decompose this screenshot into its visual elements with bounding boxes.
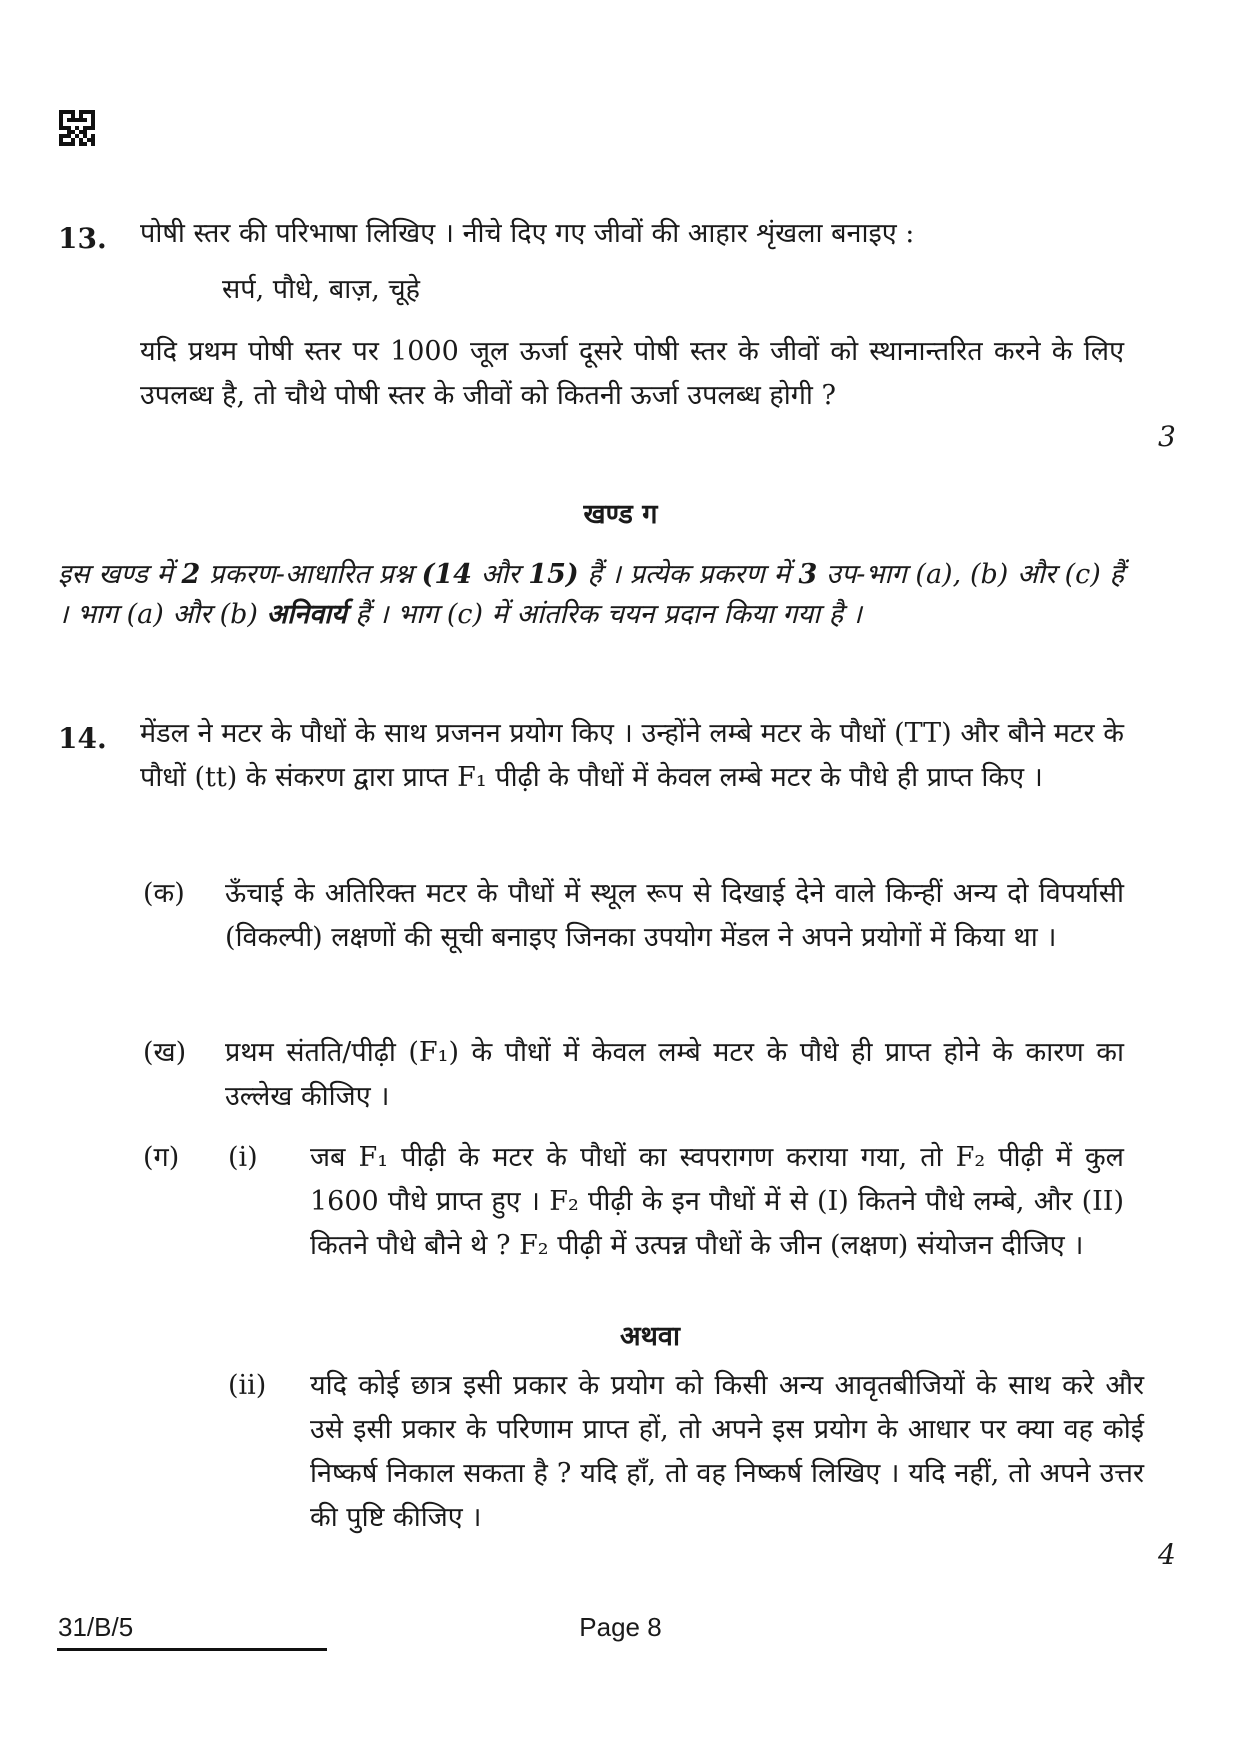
page-number: Page 8 xyxy=(579,1612,662,1642)
section-instructions xyxy=(58,555,1124,635)
question-13-number: 13. xyxy=(58,222,107,255)
question-14-number: 14. xyxy=(58,722,107,755)
section-title: खण्ड ग xyxy=(583,499,658,530)
question-13-line1: पोषी स्तर की परिभाषा लिखिए । नीचे दिए गए जीवों की आहार शृंखला बनाइए : xyxy=(140,218,915,249)
instructions-part1: इस खण्ड में 2 प्रकरण-आधारित प्रश्न (14 और 15) हैं । प्रत्येक प्रकरण में 3 उप-भाग (a), (b) और (c) हैं । भाग (a) और (b) अनिवार्य हैं । भाग (c) में आंतरिक चयन प्रदान किया गया है । xyxy=(58,559,1124,630)
qr-code xyxy=(59,110,95,146)
question-14a-label: (क) xyxy=(143,878,185,909)
question-14c-ii-text: यदि कोई छात्र इसी प्रकार के प्रयोग को किसी अन्य आवृतबीजियों के साथ करे और उसे इसी प्रकार के परिणाम प्राप्त हों, तो अपने इस प्रयोग के आधार पर क्या वह कोई निष्कर्ष निकाल सकता है ? यदि हाँ, तो वह निष्कर्ष लिखिए । यदि नहीं, तो अपने उत्तर की पुष्टि कीजिए । xyxy=(310,1370,1144,1533)
question-14c-i-label: (i) xyxy=(228,1142,258,1173)
question-14-intro: मेंडल ने मटर के पौधों के साथ प्रजनन प्रयोग किए । उन्होंने लम्बे मटर के पौधों (TT) और बौने मटर के पौधों (tt) के संकरण द्वारा प्राप्त F₁ पीढ़ी के पौधों में केवल लम्बे मटर के पौधे ही प्राप्त किए । xyxy=(140,718,1124,793)
question-13-marks: 3 xyxy=(1158,420,1176,453)
question-14-marks: 4 xyxy=(1158,1538,1176,1571)
question-13-organisms: सर्प, पौधे, बाज़, चूहे xyxy=(222,274,420,305)
question-14b-label: (ख) xyxy=(143,1037,187,1068)
question-14a-text: ऊँचाई के अतिरिक्त मटर के पौधों में स्थूल रूप से दिखाई देने वाले किन्हीं अन्य दो विपर्यासी (विकल्पी) लक्षणों की सूची बनाइए जिनका उपयोग मेंडल ने अपने प्रयोगों में किया था । xyxy=(225,878,1124,953)
footer-rule xyxy=(57,1648,327,1651)
question-13-body: यदि प्रथम पोषी स्तर पर 1000 जूल ऊर्जा दूसरे पोषी स्तर के जीवों को स्थानान्तरित करने के लिए उपलब्ध है, तो चौथे पोषी स्तर के जीवों को कितनी ऊर्जा उपलब्ध होगी ? xyxy=(140,336,1124,411)
question-14c-i-text: जब F₁ पीढ़ी के मटर के पौधों का स्वपरागण कराया गया, तो F₂ पीढ़ी में कुल 1600 पौधे प्राप्त हुए । F₂ पीढ़ी के इन पौधों में से (I) कितने पौधे लम्बे, और (II) कितने पौधे बौने थे ? F₂ पीढ़ी में उत्पन्न पौधों के जीन (लक्षण) संयोजन दीजिए । xyxy=(310,1142,1124,1261)
or-separator: अथवा xyxy=(620,1321,680,1352)
question-14c-label: (ग) xyxy=(143,1142,180,1173)
question-14b-text: प्रथम संतति/पीढ़ी (F₁) के पौधों में केवल लम्बे मटर के पौधे ही प्राप्त होने के कारण का उल्लेख कीजिए । xyxy=(225,1037,1124,1112)
question-14c-ii-label: (ii) xyxy=(228,1370,267,1401)
paper-code: 31/B/5 xyxy=(58,1612,134,1642)
